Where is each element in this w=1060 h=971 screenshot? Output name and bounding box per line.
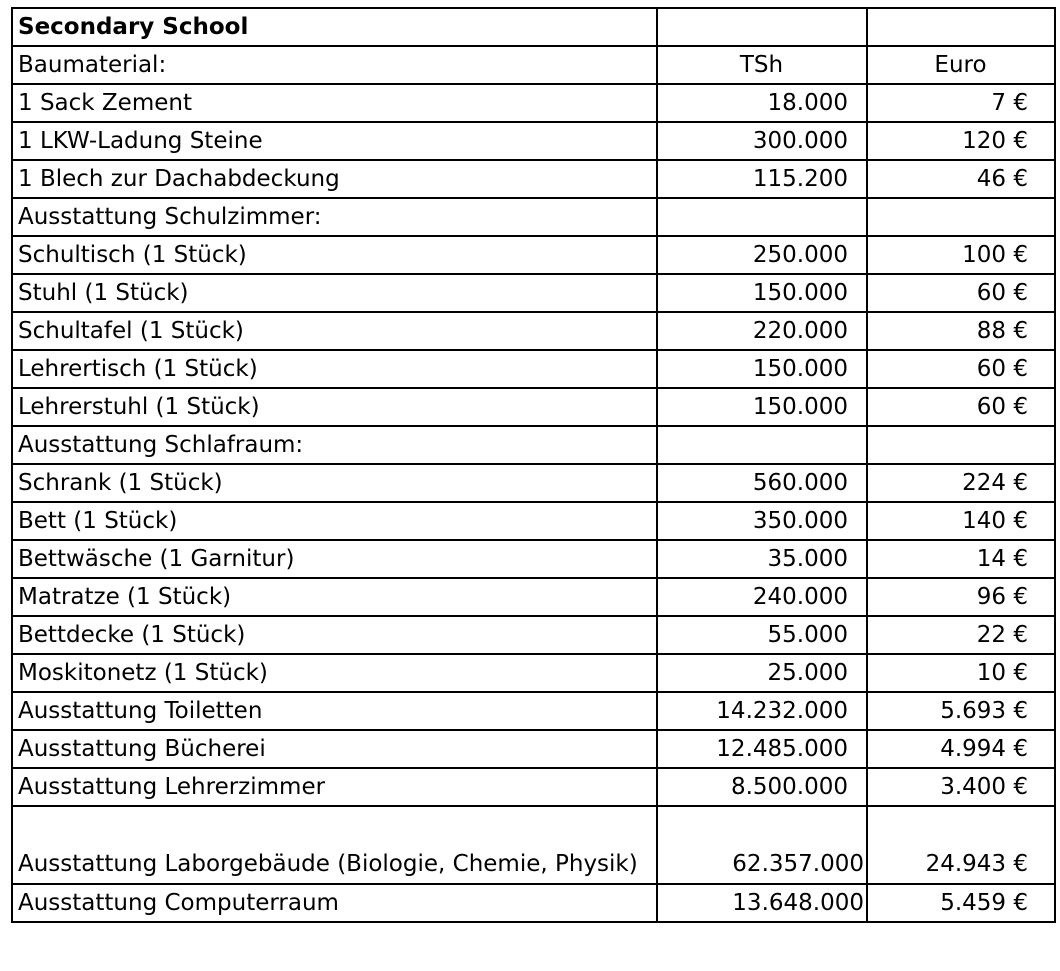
item-label: Ausstattung Lehrerzimmer — [12, 768, 657, 806]
item-label: Matratze (1 Stück) — [12, 578, 657, 616]
table-row — [12, 84, 1055, 122]
price-tsh: 115.200 — [657, 160, 867, 198]
price-tsh: 8.500.000 — [657, 768, 867, 806]
table-row — [12, 312, 1055, 350]
table-row — [12, 578, 1055, 616]
item-label: Bettdecke (1 Stück) — [12, 616, 657, 654]
price-tsh — [657, 426, 867, 464]
table-row — [12, 884, 1055, 922]
item-label: Bett (1 Stück) — [12, 502, 657, 540]
table-row — [12, 806, 1055, 884]
price-euro: 224 € — [867, 464, 1055, 502]
item-label: Schultisch (1 Stück) — [12, 236, 657, 274]
price-euro: 120 € — [867, 122, 1055, 160]
item-label: Lehrertisch (1 Stück) — [12, 350, 657, 388]
table-row — [12, 768, 1055, 806]
price-euro: 5.459 € — [867, 884, 1055, 922]
price-euro: 140 € — [867, 502, 1055, 540]
price-euro: 24.943 € — [867, 806, 1055, 884]
item-label: Ausstattung Bücherei — [12, 730, 657, 768]
cost-table — [11, 7, 1056, 923]
price-euro: 60 € — [867, 350, 1055, 388]
price-euro — [867, 426, 1055, 464]
table-row — [12, 274, 1055, 312]
header-row — [12, 46, 1055, 84]
price-tsh: 14.232.000 — [657, 692, 867, 730]
table-row — [12, 198, 1055, 236]
price-tsh: 18.000 — [657, 84, 867, 122]
table-row — [12, 616, 1055, 654]
price-tsh: 150.000 — [657, 350, 867, 388]
price-tsh: 150.000 — [657, 274, 867, 312]
item-label: Ausstattung Computerraum — [12, 884, 657, 922]
price-euro: 100 € — [867, 236, 1055, 274]
section-label: Ausstattung Schlafraum: — [12, 426, 657, 464]
table-row — [12, 654, 1055, 692]
section-label: Ausstattung Schulzimmer: — [12, 198, 657, 236]
price-euro: 60 € — [867, 274, 1055, 312]
item-label: Stuhl (1 Stück) — [12, 274, 657, 312]
table-row — [12, 464, 1055, 502]
price-tsh: 55.000 — [657, 616, 867, 654]
price-euro: 4.994 € — [867, 730, 1055, 768]
empty-cell — [657, 8, 867, 46]
item-label: Bettwäsche (1 Garnitur) — [12, 540, 657, 578]
table-row — [12, 730, 1055, 768]
price-tsh: 25.000 — [657, 654, 867, 692]
table-row — [12, 160, 1055, 198]
price-tsh: 220.000 — [657, 312, 867, 350]
section-label-baumaterial: Baumaterial: — [12, 46, 657, 84]
table-row — [12, 692, 1055, 730]
item-label: Moskitonetz (1 Stück) — [12, 654, 657, 692]
table-row — [12, 540, 1055, 578]
table-row — [12, 122, 1055, 160]
table-row — [12, 388, 1055, 426]
table-title: Secondary School — [12, 8, 657, 46]
table-row — [12, 350, 1055, 388]
price-euro: 5.693 € — [867, 692, 1055, 730]
price-euro: 96 € — [867, 578, 1055, 616]
price-tsh: 13.648.000 — [657, 884, 867, 922]
item-label: 1 Blech zur Dachabdeckung — [12, 160, 657, 198]
empty-cell — [867, 8, 1055, 46]
price-tsh — [657, 198, 867, 236]
price-tsh: 12.485.000 — [657, 730, 867, 768]
item-label: 1 LKW-Ladung Steine — [12, 122, 657, 160]
price-euro: 46 € — [867, 160, 1055, 198]
price-tsh: 150.000 — [657, 388, 867, 426]
price-euro: 60 € — [867, 388, 1055, 426]
table-row — [12, 502, 1055, 540]
item-label: Schrank (1 Stück) — [12, 464, 657, 502]
item-label: Ausstattung Laborgebäude (Biologie, Chemie, Physik) — [12, 806, 657, 884]
column-header-euro: Euro — [867, 46, 1055, 84]
price-euro: 22 € — [867, 616, 1055, 654]
table-row — [12, 236, 1055, 274]
item-label: Lehrerstuhl (1 Stück) — [12, 388, 657, 426]
price-tsh: 560.000 — [657, 464, 867, 502]
price-euro: 10 € — [867, 654, 1055, 692]
title-row — [12, 8, 1055, 46]
item-label: Ausstattung Toiletten — [12, 692, 657, 730]
price-tsh: 250.000 — [657, 236, 867, 274]
price-euro: 7 € — [867, 84, 1055, 122]
price-tsh: 240.000 — [657, 578, 867, 616]
price-tsh: 350.000 — [657, 502, 867, 540]
price-euro: 3.400 € — [867, 768, 1055, 806]
price-tsh: 300.000 — [657, 122, 867, 160]
table-row — [12, 426, 1055, 464]
column-header-tsh: TSh — [657, 46, 867, 84]
price-euro: 88 € — [867, 312, 1055, 350]
item-label: 1 Sack Zement — [12, 84, 657, 122]
price-tsh: 62.357.000 — [657, 806, 867, 884]
price-tsh: 35.000 — [657, 540, 867, 578]
price-euro — [867, 198, 1055, 236]
item-label: Schultafel (1 Stück) — [12, 312, 657, 350]
price-euro: 14 € — [867, 540, 1055, 578]
